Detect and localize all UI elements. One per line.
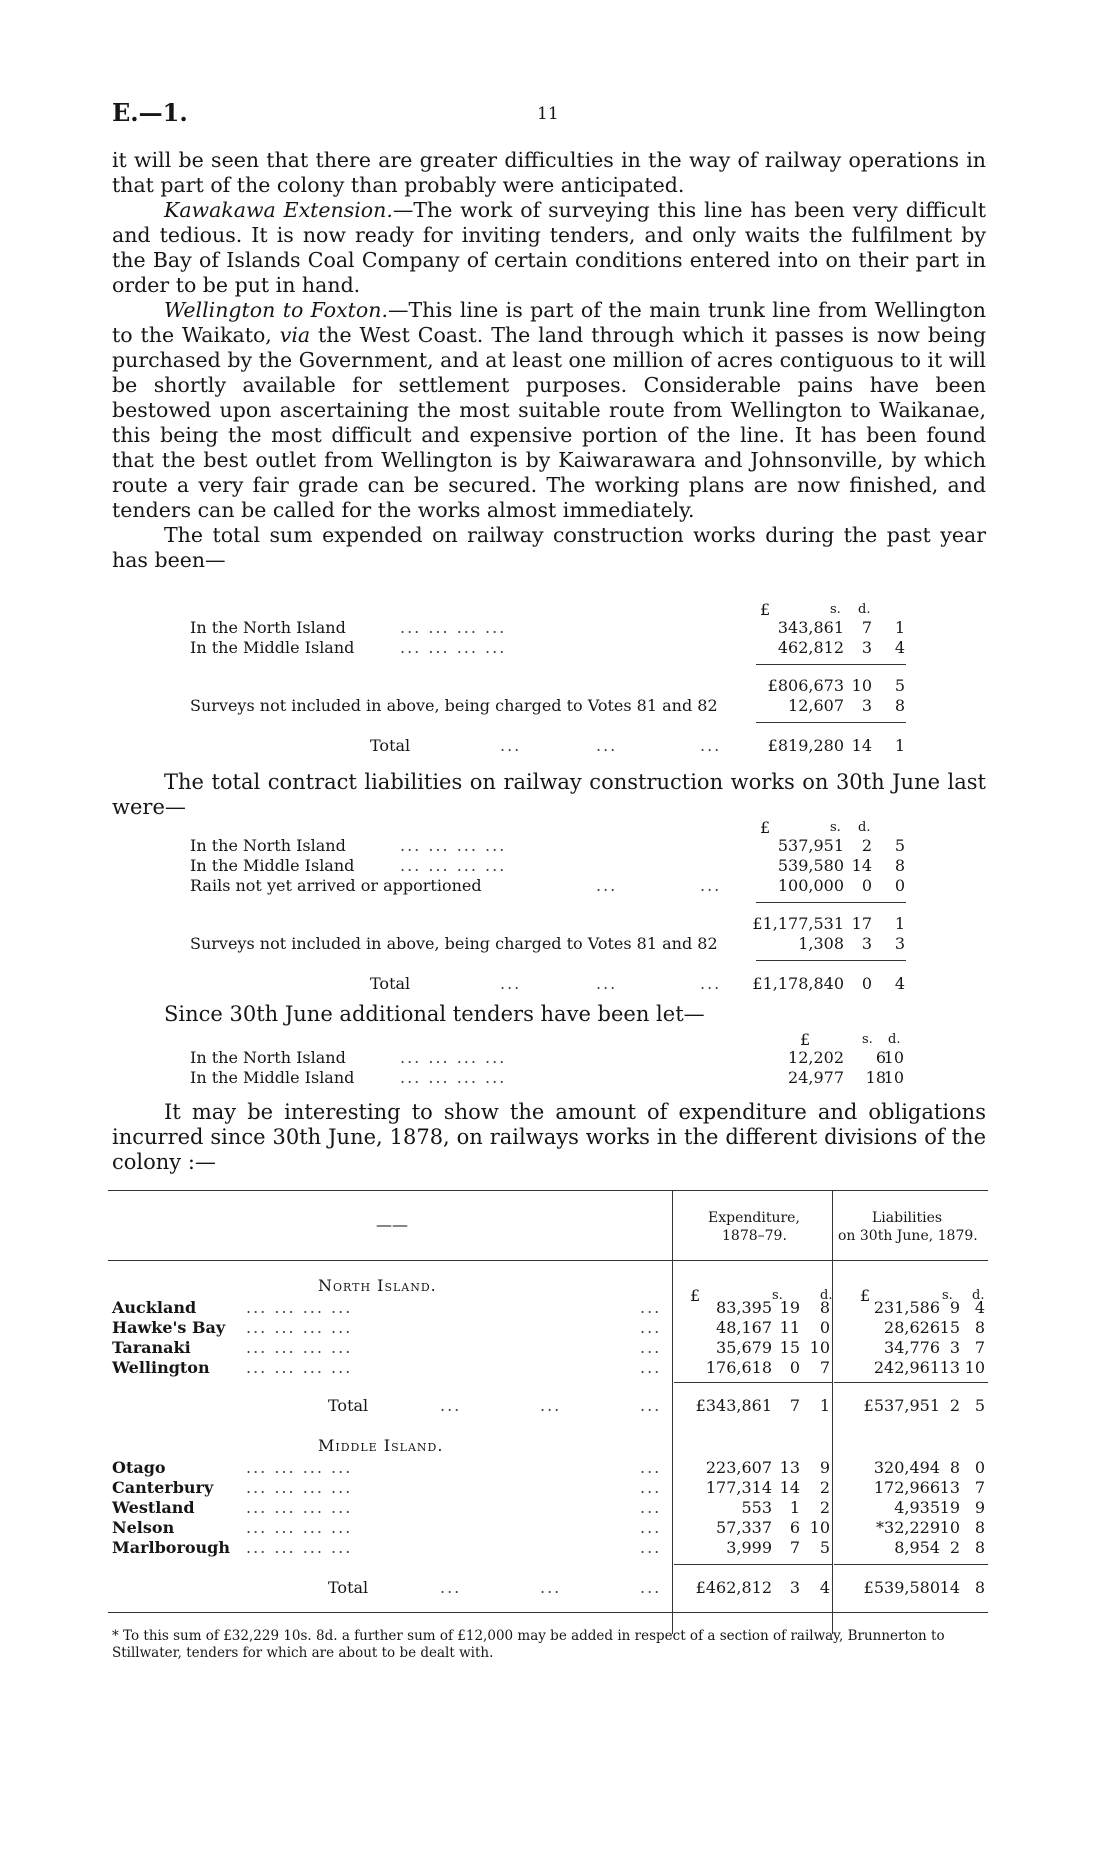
tender-row-pence: 10 bbox=[883, 1048, 904, 1067]
paragraph-wellington-foxton bbox=[112, 298, 986, 523]
division-row-exp-pounds: 83,395 bbox=[716, 1298, 772, 1317]
middle-total-dots: ... bbox=[440, 1578, 462, 1597]
division-row-name: Marlborough bbox=[112, 1538, 230, 1557]
middle-total-exp-pounds: £462,812 bbox=[695, 1578, 772, 1597]
expended-total-label: Total bbox=[370, 736, 411, 755]
division-row-exp-pounds: 223,607 bbox=[705, 1458, 772, 1477]
north-total-label: Total bbox=[328, 1396, 369, 1415]
division-row-dots: ... ... ... ... bbox=[246, 1458, 353, 1477]
liab-row-dots-2: ... bbox=[700, 876, 722, 895]
tender-row-shillings: 6 bbox=[875, 1048, 886, 1067]
paragraph-kawakawa bbox=[112, 198, 986, 298]
division-row-exp-pence: 7 bbox=[819, 1358, 830, 1377]
north-total-liab-shillings: 2 bbox=[949, 1396, 960, 1415]
division-row-exp-shillings: 7 bbox=[789, 1538, 800, 1557]
liab-row-pence: 8 bbox=[894, 856, 905, 875]
table-liab-shilling-head: s. bbox=[942, 1288, 953, 1303]
division-row-dots: ... ... ... ... bbox=[246, 1298, 353, 1317]
expended-row-pounds: 343,861 bbox=[777, 618, 844, 637]
liab-row-dots: ... bbox=[596, 876, 618, 895]
division-row-exp-pence: 9 bbox=[819, 1458, 830, 1477]
division-row-liab-pence: 8 bbox=[974, 1318, 985, 1337]
division-row-exp-shillings: 14 bbox=[779, 1478, 800, 1497]
division-row-exp-shillings: 1 bbox=[789, 1498, 800, 1517]
col1-head-line2: 1878–79. bbox=[722, 1228, 787, 1244]
division-row-name: Hawke's Bay bbox=[112, 1318, 226, 1337]
north-total-dots: ... bbox=[440, 1396, 462, 1415]
division-row-liab-pounds: *32,229 bbox=[876, 1518, 940, 1537]
division-row-liab-shillings: 10 bbox=[939, 1518, 960, 1537]
liab-subtotal-pence: 1 bbox=[894, 914, 905, 933]
col1-head-line1: Expenditure, bbox=[708, 1210, 800, 1226]
liab-shilling-head: s. bbox=[830, 820, 841, 835]
division-row-exp-shillings: 11 bbox=[779, 1318, 800, 1337]
liab-row-pounds: 100,000 bbox=[777, 876, 844, 895]
middle-total-rule-liab bbox=[834, 1564, 988, 1565]
liab-row-label: In the North Island bbox=[190, 836, 346, 855]
division-row-dots-2: ... bbox=[640, 1458, 662, 1477]
middle-total-dots-2: ... bbox=[540, 1578, 562, 1597]
table-exp-pence-head: d. bbox=[820, 1288, 833, 1303]
liab-subtotal-shillings: 17 bbox=[851, 914, 872, 933]
division-row-liab-shillings: 13 bbox=[939, 1478, 960, 1497]
liab-total-dots-3: ... bbox=[700, 974, 722, 993]
liab-surveys-shillings: 3 bbox=[861, 934, 872, 953]
expended-total-rule bbox=[756, 722, 906, 723]
expended-surveys-label: Surveys not included in above, being charged to Votes 81 and 82 bbox=[190, 696, 718, 715]
north-total-liab-pounds: £537,951 bbox=[863, 1396, 940, 1415]
tender-row-dots: ... ... ... ... bbox=[400, 1048, 507, 1067]
liab-total-pence: 4 bbox=[894, 974, 905, 993]
division-row-exp-pounds: 177,314 bbox=[705, 1478, 772, 1497]
kawakawa-heading: Kawakawa Extension. bbox=[164, 198, 393, 222]
division-row-exp-shillings: 6 bbox=[789, 1518, 800, 1537]
table-liab-pound-head: £ bbox=[860, 1286, 871, 1305]
expended-surveys-pence: 8 bbox=[894, 696, 905, 715]
division-row-dots-2: ... bbox=[640, 1478, 662, 1497]
division-row-liab-shillings: 3 bbox=[949, 1338, 960, 1357]
middle-total-liab-pence: 8 bbox=[974, 1578, 985, 1597]
expended-subtotal-rule bbox=[756, 664, 906, 665]
expended-subtotal-pounds: £806,673 bbox=[767, 676, 844, 695]
page-number: 11 bbox=[537, 104, 559, 124]
expended-row-pounds: 462,812 bbox=[777, 638, 844, 657]
division-row-liab-pence: 0 bbox=[974, 1458, 985, 1477]
col2-head-line2: on 30th June, 1879. bbox=[838, 1228, 978, 1244]
north-total-rule-exp bbox=[674, 1382, 832, 1383]
division-row-dots: ... ... ... ... bbox=[246, 1478, 353, 1497]
liab-row-dots: ... ... ... ... bbox=[400, 836, 507, 855]
north-total-dots-3: ... bbox=[640, 1396, 662, 1415]
page-code: E.—1. bbox=[112, 98, 188, 127]
division-row-exp-shillings: 0 bbox=[789, 1358, 800, 1377]
division-row-liab-pounds: 28,626 bbox=[884, 1318, 940, 1337]
liab-row-pounds: 539,580 bbox=[777, 856, 844, 875]
division-row-liab-shillings: 13 bbox=[939, 1358, 960, 1377]
division-row-name: Wellington bbox=[112, 1358, 210, 1377]
expended-row-dots: ... ... ... ... bbox=[400, 618, 507, 637]
division-row-liab-pence: 7 bbox=[974, 1338, 985, 1357]
division-row-dots-2: ... bbox=[640, 1538, 662, 1557]
division-row-dots: ... ... ... ... bbox=[246, 1498, 353, 1517]
division-row-exp-pence: 5 bbox=[819, 1538, 830, 1557]
tender-row-dots: ... ... ... ... bbox=[400, 1068, 507, 1087]
division-row-liab-shillings: 8 bbox=[949, 1458, 960, 1477]
division-row-liab-pence: 9 bbox=[974, 1498, 985, 1517]
division-row-liab-pounds: 172,966 bbox=[873, 1478, 940, 1497]
paragraph-1: it will be seen that there are greater difficulties in the way of railway operations in that part of the colony than probably were anticipated. bbox=[112, 148, 986, 197]
expended-row-shillings: 7 bbox=[861, 618, 872, 637]
north-total-exp-pounds: £343,861 bbox=[695, 1396, 772, 1415]
table-vrule-1 bbox=[672, 1190, 673, 1634]
division-row-dots: ... ... ... ... bbox=[246, 1538, 353, 1557]
expended-surveys-pounds: 12,607 bbox=[788, 696, 844, 715]
division-row-liab-pounds: 34,776 bbox=[884, 1338, 940, 1357]
division-row-exp-shillings: 13 bbox=[779, 1458, 800, 1477]
expended-total-pence: 1 bbox=[894, 736, 905, 755]
division-row-exp-pence: 10 bbox=[809, 1518, 830, 1537]
division-row-dots-2: ... bbox=[640, 1518, 662, 1537]
table-top-rule bbox=[108, 1190, 988, 1191]
tender-pence-head: d. bbox=[888, 1032, 901, 1047]
middle-total-label: Total bbox=[328, 1578, 369, 1597]
middle-island-heading: Middle Island. bbox=[318, 1436, 444, 1455]
liab-pound-head: £ bbox=[760, 818, 771, 837]
division-row-liab-pounds: 320,494 bbox=[873, 1458, 940, 1477]
north-total-exp-shillings: 7 bbox=[789, 1396, 800, 1415]
north-total-rule-liab bbox=[834, 1382, 988, 1383]
foxton-heading: Wellington to Foxton. bbox=[164, 298, 388, 322]
division-row-liab-pounds: 242,961 bbox=[873, 1358, 940, 1377]
division-row-exp-pounds: 35,679 bbox=[716, 1338, 772, 1357]
liab-row-shillings: 2 bbox=[861, 836, 872, 855]
tender-row-shillings: 18 bbox=[865, 1068, 886, 1087]
north-total-liab-pence: 5 bbox=[974, 1396, 985, 1415]
liab-subtotal-pounds: £1,177,531 bbox=[752, 914, 844, 933]
division-row-name: Canterbury bbox=[112, 1478, 214, 1497]
division-row-dots: ... ... ... ... bbox=[246, 1338, 353, 1357]
liab-surveys-pence: 3 bbox=[894, 934, 905, 953]
tender-pound-head: £ bbox=[800, 1030, 811, 1049]
liab-total-label: Total bbox=[370, 974, 411, 993]
middle-total-exp-pence: 4 bbox=[819, 1578, 830, 1597]
liab-surveys-label: Surveys not included in above, being charged to Votes 81 and 82 bbox=[190, 934, 718, 953]
expended-row-label: In the North Island bbox=[190, 618, 346, 637]
expended-row-pence: 4 bbox=[894, 638, 905, 657]
expended-row-dots: ... ... ... ... bbox=[400, 638, 507, 657]
division-row-exp-pounds: 176,618 bbox=[705, 1358, 772, 1377]
division-row-dots: ... ... ... ... bbox=[246, 1518, 353, 1537]
expended-row-shillings: 3 bbox=[861, 638, 872, 657]
north-total-exp-pence: 1 bbox=[819, 1396, 830, 1415]
division-row-dots-2: ... bbox=[640, 1358, 662, 1377]
middle-total-rule-exp bbox=[674, 1564, 832, 1565]
pence-head: d. bbox=[858, 602, 871, 617]
liab-row-label: Rails not yet arrived or apportioned bbox=[190, 876, 482, 895]
division-row-dots: ... ... ... ... bbox=[246, 1358, 353, 1377]
division-row-liab-shillings: 9 bbox=[949, 1298, 960, 1317]
liab-pence-head: d. bbox=[858, 820, 871, 835]
liab-total-dots-2: ... bbox=[596, 974, 618, 993]
middle-total-liab-shillings: 14 bbox=[939, 1578, 960, 1597]
division-row-dots-2: ... bbox=[640, 1298, 662, 1317]
division-row-liab-shillings: 2 bbox=[949, 1538, 960, 1557]
liab-row-pence: 0 bbox=[894, 876, 905, 895]
liab-row-pence: 5 bbox=[894, 836, 905, 855]
expended-total-dots-2: ... bbox=[596, 736, 618, 755]
division-row-exp-pounds: 3,999 bbox=[726, 1538, 772, 1557]
tender-row-pounds: 24,977 bbox=[788, 1068, 844, 1087]
expended-subtotal-shillings: 10 bbox=[851, 676, 872, 695]
body-text-top bbox=[112, 148, 986, 573]
division-row-liab-pence: 8 bbox=[974, 1518, 985, 1537]
liab-surveys-pounds: 1,308 bbox=[798, 934, 844, 953]
tender-row-label: In the Middle Island bbox=[190, 1068, 355, 1087]
expended-total-dots-3: ... bbox=[700, 736, 722, 755]
north-total-dots-2: ... bbox=[540, 1396, 562, 1415]
division-row-liab-pence: 7 bbox=[974, 1478, 985, 1497]
liab-subtotal-rule bbox=[756, 902, 906, 903]
division-row-liab-pounds: 231,586 bbox=[873, 1298, 940, 1317]
pound-head: £ bbox=[760, 600, 771, 619]
division-row-exp-pence: 0 bbox=[819, 1318, 830, 1337]
tender-shilling-head: s. bbox=[862, 1032, 873, 1047]
foxton-body-a: —This line is part of the main trunk line from Wellington to the Waikato, bbox=[112, 298, 986, 347]
liab-row-shillings: 14 bbox=[851, 856, 872, 875]
division-row-name: Westland bbox=[112, 1498, 195, 1517]
expended-surveys-shillings: 3 bbox=[861, 696, 872, 715]
division-row-liab-pence: 8 bbox=[974, 1538, 985, 1557]
division-row-name: Auckland bbox=[112, 1298, 197, 1317]
expended-row-pence: 1 bbox=[894, 618, 905, 637]
table-exp-pound-head: £ bbox=[690, 1286, 701, 1305]
middle-total-exp-shillings: 3 bbox=[789, 1578, 800, 1597]
kawakawa-body: —The work of surveying this line has been very difficult and tedious. It is now ready for inviting tenders, and only waits the fulfilment by the Bay of Islands Coal Company of certain conditions entered into on their part in order to be put in hand. bbox=[112, 198, 986, 297]
tender-row-pounds: 12,202 bbox=[788, 1048, 844, 1067]
middle-total-dots-3: ... bbox=[640, 1578, 662, 1597]
foxton-via: via bbox=[279, 323, 311, 347]
table-head-rule bbox=[108, 1260, 988, 1261]
division-row-name: Taranaki bbox=[112, 1338, 191, 1357]
table-liab-pence-head: d. bbox=[972, 1288, 985, 1303]
expended-total-dots: ... bbox=[500, 736, 522, 755]
table-bottom-rule bbox=[108, 1612, 988, 1613]
liab-total-pounds: £1,178,840 bbox=[752, 974, 844, 993]
division-row-liab-pounds: 8,954 bbox=[894, 1538, 940, 1557]
table-blank-head: —— bbox=[376, 1215, 408, 1234]
col2-head-line1: Liabilities bbox=[872, 1210, 943, 1226]
liab-row-dots: ... ... ... ... bbox=[400, 856, 507, 875]
table-vrule-2 bbox=[832, 1190, 833, 1634]
expended-row-label: In the Middle Island bbox=[190, 638, 355, 657]
division-row-dots-2: ... bbox=[640, 1498, 662, 1517]
liab-row-shillings: 0 bbox=[861, 876, 872, 895]
foxton-body-b: the West Coast. The land through which it passes is now being purchased by the Government, and at least one million of acres contiguous to it will be shortly available for settlement purposes. Considerable pains have been bestowed upon ascertaining the most suitable route from Wellington to Waikanae, this being the most difficult and expensive portion of the line. It has been found that the best outlet from Wellington is by Kaiwarawara and Johnsonville, by which route a very fair grade can be secured. The working plans are now finished, and tenders can be called for the works almost immediately. bbox=[112, 323, 986, 522]
division-row-liab-pence: 4 bbox=[974, 1298, 985, 1317]
division-row-liab-pence: 10 bbox=[964, 1358, 985, 1377]
tender-row-pence: 10 bbox=[883, 1068, 904, 1087]
division-row-name: Nelson bbox=[112, 1518, 175, 1537]
division-row-liab-shillings: 19 bbox=[939, 1498, 960, 1517]
division-row-exp-shillings: 19 bbox=[779, 1298, 800, 1317]
paragraph-tenders-intro: Since 30th June additional tenders have been let— bbox=[164, 1002, 705, 1026]
tender-row-label: In the North Island bbox=[190, 1048, 346, 1067]
division-row-dots-2: ... bbox=[640, 1318, 662, 1337]
division-row-exp-pence: 2 bbox=[819, 1478, 830, 1497]
expended-total-pounds: £819,280 bbox=[767, 736, 844, 755]
expended-total-shillings: 14 bbox=[851, 736, 872, 755]
division-row-liab-shillings: 15 bbox=[939, 1318, 960, 1337]
division-row-name: Otago bbox=[112, 1458, 166, 1477]
liab-total-dots: ... bbox=[500, 974, 522, 993]
division-row-exp-pence: 10 bbox=[809, 1338, 830, 1357]
division-row-exp-pence: 8 bbox=[819, 1298, 830, 1317]
division-row-exp-pounds: 57,337 bbox=[716, 1518, 772, 1537]
division-row-dots-2: ... bbox=[640, 1338, 662, 1357]
shilling-head: s. bbox=[830, 602, 841, 617]
division-row-liab-pounds: 4,935 bbox=[894, 1498, 940, 1517]
division-row-exp-pounds: 48,167 bbox=[716, 1318, 772, 1337]
north-island-heading: North Island. bbox=[318, 1276, 437, 1295]
table-exp-shilling-head: s. bbox=[772, 1288, 783, 1303]
middle-total-liab-pounds: £539,580 bbox=[863, 1578, 940, 1597]
liab-row-label: In the Middle Island bbox=[190, 856, 355, 875]
paragraph-expended-intro: The total sum expended on railway construction works during the past year has been— bbox=[112, 523, 986, 572]
liab-total-rule bbox=[756, 960, 906, 961]
liab-total-shillings: 0 bbox=[861, 974, 872, 993]
liab-row-pounds: 537,951 bbox=[777, 836, 844, 855]
expended-subtotal-pence: 5 bbox=[894, 676, 905, 695]
footnote: * To this sum of £32,229 10s. 8d. a further sum of £12,000 may be added in respect of a section of railway, Brunnerton to Stillwater, tenders for which are about to be dealt with. bbox=[112, 1628, 945, 1661]
division-row-exp-shillings: 15 bbox=[779, 1338, 800, 1357]
paragraph-liabilities-intro: The total contract liabilities on railway construction works on 30th June last were— bbox=[112, 770, 986, 819]
paragraph-divisions-intro: It may be interesting to show the amount of expenditure and obligations incurred since 30th June, 1878, on railways works in the different divisions of the colony :— bbox=[112, 1100, 986, 1174]
division-row-exp-pounds: 553 bbox=[741, 1498, 772, 1517]
division-row-exp-pence: 2 bbox=[819, 1498, 830, 1517]
division-row-dots: ... ... ... ... bbox=[246, 1318, 353, 1337]
